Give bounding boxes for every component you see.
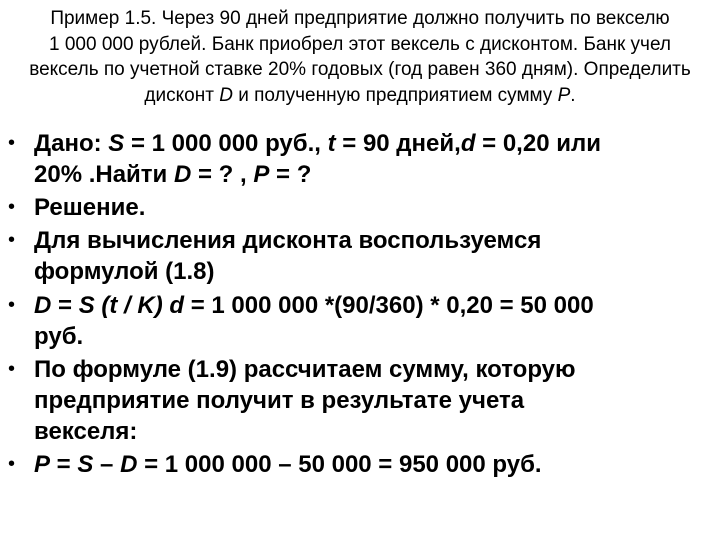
variable-s: S	[77, 450, 94, 478]
variable-d: D	[120, 450, 138, 478]
solution-heading: Решение.	[34, 194, 146, 222]
bullet-sum-formula	[0, 449, 720, 480]
variable-d: d	[460, 130, 476, 157]
solution-bullet-list	[0, 128, 720, 482]
variable-s: S	[108, 130, 125, 157]
given-line-1	[34, 128, 720, 159]
discount-formula-line-2: руб.	[34, 322, 84, 350]
bullet-dot-icon: •	[8, 293, 16, 316]
sum-formula-line	[34, 449, 720, 480]
bullet-dot-icon: •	[8, 452, 16, 475]
bullet-sum-intro	[0, 354, 720, 447]
variable-d: D	[219, 84, 233, 106]
statement-line-1: Пример 1.5. Через 90 дней предприятие должно получить по векселю	[50, 8, 670, 29]
formula-text: = 1 000 000 *(90/360) * 0,20 = 50 000	[184, 291, 594, 319]
given-text: = 1 000 000 руб.,	[124, 130, 328, 157]
formula-text: –	[93, 450, 121, 478]
variable-p: P	[557, 84, 571, 106]
variable-p: P	[253, 161, 270, 188]
statement-line-4	[0, 83, 720, 109]
bullet-dot-icon: •	[8, 132, 16, 154]
bullet-dot-icon: •	[8, 229, 16, 252]
statement-text: .	[570, 84, 576, 106]
statement-line-2: 1 000 000 рублей. Банк приобрел этот вексель с дисконтом. Банк учел	[49, 33, 671, 55]
bullet-discount-formula	[0, 290, 720, 352]
given-text: 20% .Найти	[34, 161, 174, 188]
formula-expression: S (t / K)	[78, 291, 163, 319]
variable-d: D	[173, 161, 192, 188]
formula-text: =	[50, 450, 78, 478]
formula-text: =	[51, 291, 79, 319]
sum-intro-line-3: векселя:	[34, 417, 138, 445]
variable-t: t	[327, 130, 336, 157]
discount-intro-line-1: Для вычисления дисконта воспользуемся	[34, 227, 542, 255]
statement-text: и полученную предприятием сумму	[232, 84, 558, 106]
discount-formula-line-1	[34, 290, 720, 321]
variable-d: d	[169, 291, 185, 319]
variable-d: D	[34, 291, 52, 319]
example-statement	[0, 6, 720, 108]
variable-p: P	[34, 450, 51, 478]
discount-intro-line-2: формулой (1.8)	[34, 258, 215, 286]
sum-intro-line-2: предприятие получит в результате учета	[34, 386, 525, 414]
given-text: = 0,20 или	[475, 130, 601, 157]
bullet-solution	[0, 192, 720, 223]
given-line-2	[34, 159, 720, 190]
bullet-discount-intro	[0, 225, 720, 287]
bullet-given	[0, 128, 720, 190]
statement-line-3: вексель по учетной ставке 20% годовых (год равен 360 дням). Определить	[29, 59, 691, 80]
given-text: Дано:	[34, 130, 109, 157]
bullet-dot-icon: •	[8, 357, 16, 380]
bullet-dot-icon: •	[8, 196, 16, 219]
sum-intro-line-1: По формуле (1.9) рассчитаем сумму, которую	[34, 355, 576, 383]
formula-text: = 1 000 000 – 50 000 = 950 000 руб.	[137, 450, 542, 478]
given-text: = ? ,	[191, 161, 254, 188]
given-text: = 90 дней,	[335, 130, 461, 157]
given-text: = ?	[269, 161, 312, 188]
statement-text: дисконт	[144, 84, 220, 106]
